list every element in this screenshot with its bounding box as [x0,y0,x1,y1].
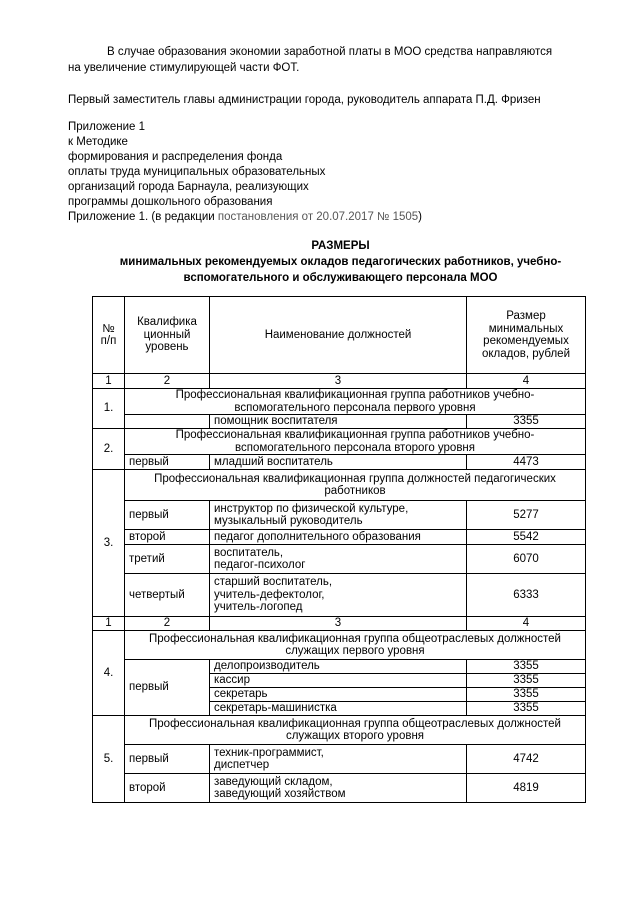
salary-value: 3355 [467,674,586,688]
appendix-line-2: к Методике [68,136,128,148]
appendix-line-6: программы дошкольного образования [68,196,273,208]
table-row [93,455,586,470]
salary-value: 4742 [467,745,586,774]
position-name: секретарь [210,688,467,702]
appendix-line-1: Приложение 1 [68,121,146,133]
position-name: делопроизводитель [210,660,467,674]
qualification-level [125,415,210,429]
colnum-4: 4 [467,617,586,631]
colnum-2: 2 [125,374,210,389]
header-name: Наименование должностей [210,297,467,374]
table-row [93,501,586,530]
position-line: инструктор по физической культуре, [214,502,409,515]
table-row [93,745,586,774]
table-row [93,389,586,415]
table-row [93,530,586,545]
table-row [93,429,586,455]
resolution-link[interactable]: постановления от 20.07.2017 № 1505 [217,211,419,223]
appendix-edition-prefix: Приложение 1. (в редакции [68,211,218,223]
salary-value: 3355 [467,688,586,702]
title-line-1: РАЗМЕРЫ [311,240,370,252]
qualification-level: четвертый [125,574,210,617]
salary-table [92,296,586,803]
position-name: помощник воспитателя [210,415,467,429]
salary-value: 4473 [467,455,586,470]
salary-value: 6333 [467,574,586,617]
table-row [93,774,586,803]
position-name [210,774,467,803]
position-name: секретарь-машинистка [210,702,467,716]
colnum-2: 2 [125,617,210,631]
group-title: Профессиональная квалификационная группа общеотраслевых должностей служащих второго уровня [125,716,586,745]
position-name: кассир [210,674,467,688]
position-line: учитель-дефектолог, [214,588,325,601]
header-size: Размер минимальных рекомендуемых окладов, рублей [467,297,586,374]
table-row [93,470,586,501]
qualification-level: первый [125,745,210,774]
position-name: младший воспитатель [210,455,467,470]
header-num: № п/п [93,297,125,374]
colnum-1: 1 [93,617,125,631]
intro-line-1: В случае образования экономии заработной платы в МОО средства направляются [107,46,553,58]
intro-paragraph [68,44,613,76]
salary-value: 5277 [467,501,586,530]
salary-value: 3355 [467,660,586,674]
position-name [210,501,467,530]
qualification-level: второй [125,530,210,545]
salary-value: 3355 [467,702,586,716]
position-name: педагог дополнительного образования [210,530,467,545]
position-line: учитель-логопед [214,601,303,614]
table-row [93,574,586,617]
column-numbers-row [93,617,586,631]
table-row [93,660,586,674]
position-line: техник-программист, [214,746,324,759]
table-header-row [93,297,586,374]
position-name [210,545,467,574]
title-line-3: вспомогательного и обслуживающего персонала МОО [183,272,498,284]
colnum-3: 3 [210,617,467,631]
header-level: Квалифика ционный уровень [125,297,210,374]
colnum-3: 3 [210,374,467,389]
appendix-line-5: организаций города Барнаула, реализующих [68,181,309,193]
group-number: 4. [93,631,125,716]
group-number: 2. [93,429,125,470]
position-line: диспетчер [214,759,270,771]
table-row [93,631,586,660]
title-line-2: минимальных рекомендуемых окладов педагогических работников, учебно- [119,256,562,268]
group-title: Профессиональная квалификационная группа работников учебно-вспомогательного персонала первого уровня [125,389,586,415]
salary-value: 3355 [467,415,586,429]
table-row [93,545,586,574]
column-numbers-row [93,374,586,389]
group-title: Профессиональная квалификационная группа общеотраслевых должностей служащих первого уровня [125,631,586,660]
position-line: старший воспитатель, [214,576,333,589]
qualification-level: третий [125,545,210,574]
position-line: педагог-психолог [214,559,306,571]
appendix-block [68,120,422,225]
qualification-level: второй [125,774,210,803]
colnum-1: 1 [93,374,125,389]
appendix-line-3: формирования и распределения фонда [68,151,283,163]
intro-line-2: на увеличение стимулирующей части ФОТ. [68,62,300,74]
position-line: воспитатель, [214,546,284,559]
document-title [68,238,613,286]
position-name [210,574,467,617]
appendix-line-4: оплаты труда муниципальных образовательных [68,166,326,178]
group-title: Профессиональная квалификационная группа должностей педагогических работников [125,470,586,501]
appendix-line-7 [68,210,422,225]
group-number: 5. [93,716,125,803]
colnum-4: 4 [467,374,586,389]
qualification-level: первый [125,501,210,530]
qualification-level: первый [125,660,210,716]
qualification-level: первый [125,455,210,470]
position-line: заведующий хозяйством [214,788,346,800]
table-row [93,415,586,429]
table-row [93,716,586,745]
position-line: заведующий складом, [214,775,333,788]
salary-value: 6070 [467,545,586,574]
appendix-edition-suffix: ) [418,211,422,223]
group-title: Профессиональная квалификационная группа работников учебно-вспомогательного персонала второго уровня [125,429,586,455]
position-line: музыкальный руководитель [214,515,363,527]
salary-value: 5542 [467,530,586,545]
group-number: 3. [93,470,125,617]
salary-value: 4819 [467,774,586,803]
position-name [210,745,467,774]
signature-line: Первый заместитель главы администрации города, руководитель аппарата П.Д. Фризен [68,94,541,106]
group-number: 1. [93,389,125,429]
